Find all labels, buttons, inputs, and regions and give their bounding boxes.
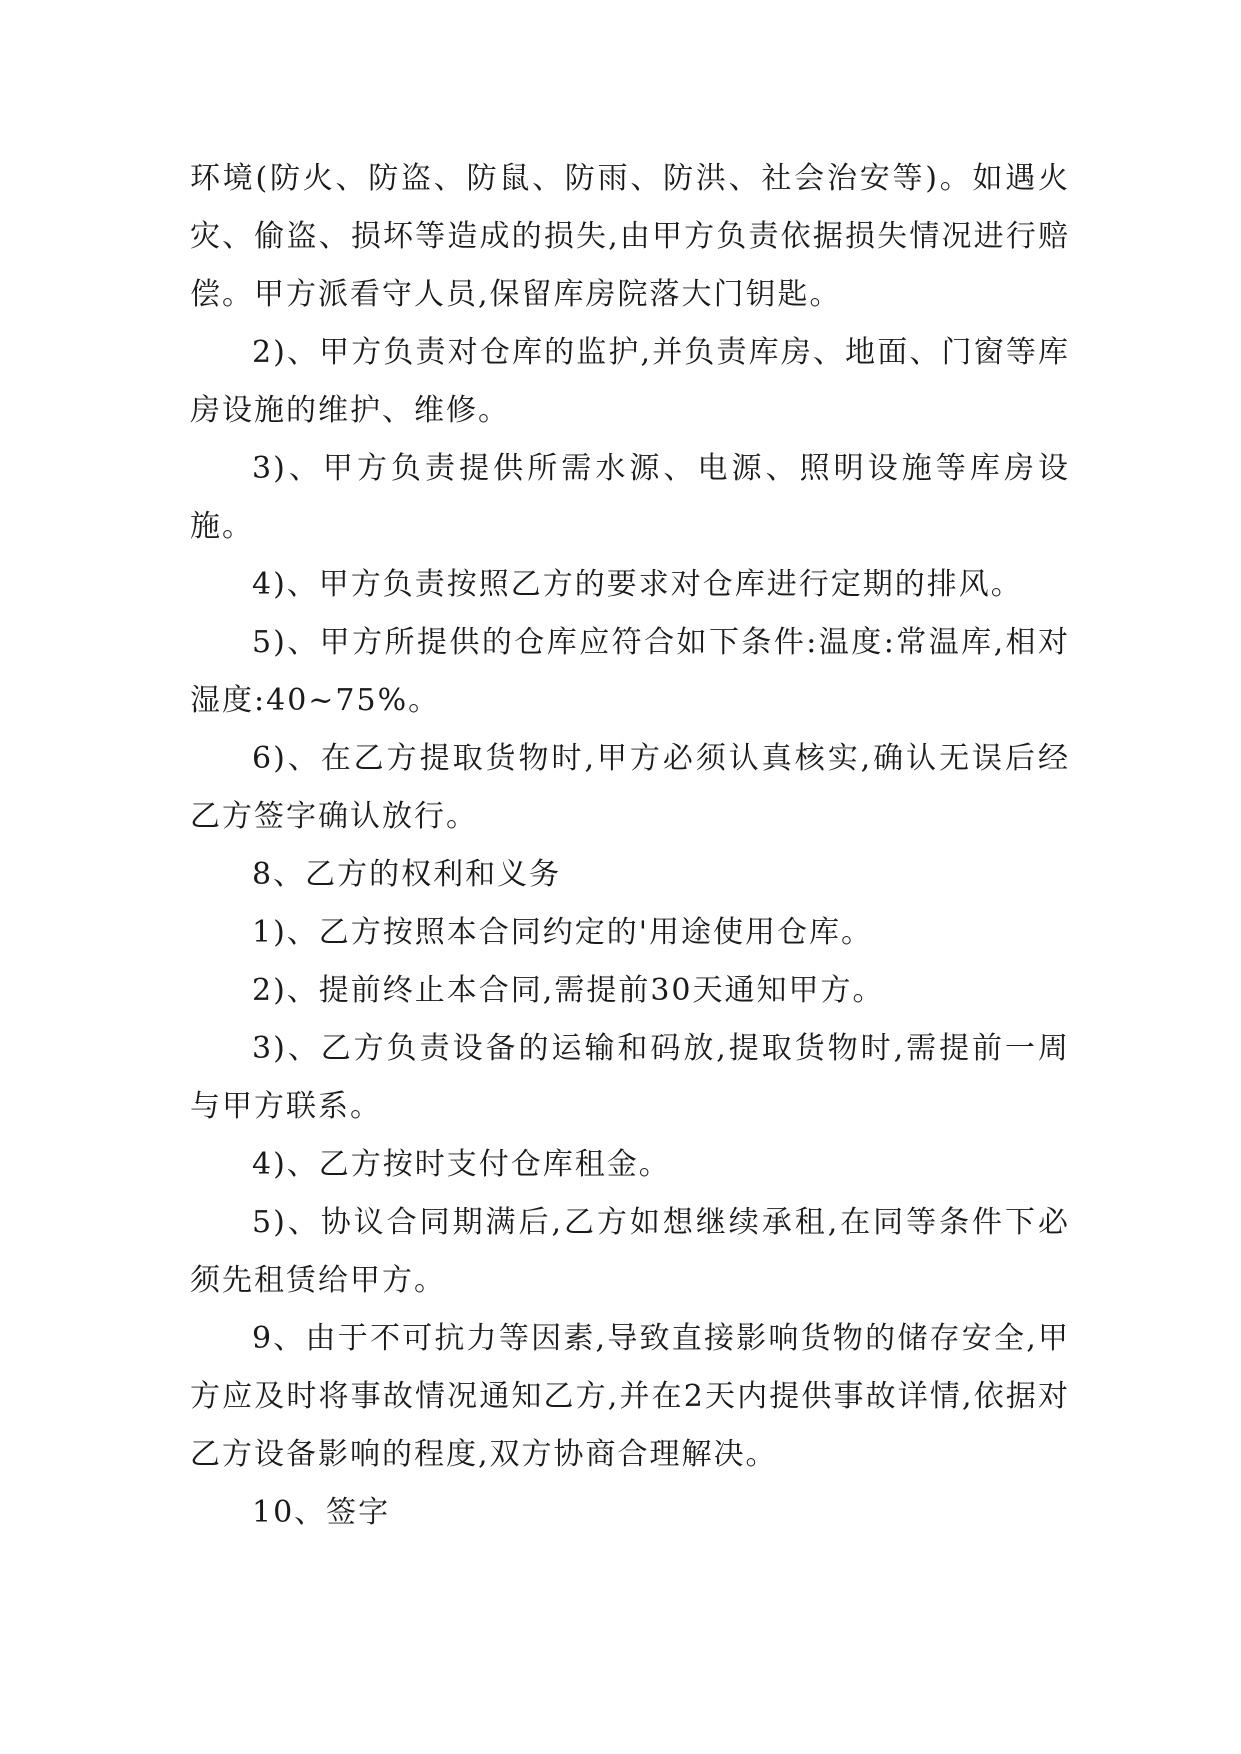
document-body <box>190 150 1070 1542</box>
paragraph-clause-6-pickup: 6)、在乙方提取货物时,甲方必须认真核实,确认无误后经乙方签字确认放行。 <box>190 741 1070 834</box>
paragraph-clause-2-monitoring: 2)、甲方负责对仓库的监护,并负责库房、地面、门窗等库房设施的维护、维修。 <box>190 335 1070 428</box>
paragraph-clause-3-utilities: 3)、甲方负责提供所需水源、电源、照明设施等库房设施。 <box>190 451 1070 544</box>
paragraph-b-clause-2-termination: 2)、提前终止本合同,需提前30天通知甲方。 <box>252 973 885 1008</box>
section-9-force-majeure: 9、由于不可抗力等因素,导致直接影响货物的储存安全,甲方应及时将事故情况通知乙方,并在2天内提供事故详情,依据对乙方设备影响的程度,双方协商合理解决。 <box>190 1321 1070 1472</box>
paragraph-b-clause-5-renewal: 5)、协议合同期满后,乙方如想继续承租,在同等条件下必须先租赁给甲方。 <box>190 1205 1070 1298</box>
paragraph-clause-5-conditions: 5)、甲方所提供的仓库应符合如下条件:温度:常温库,相对湿度:40~75%。 <box>190 625 1070 718</box>
paragraph-b-clause-3-transport: 3)、乙方负责设备的运输和码放,提取货物时,需提前一周与甲方联系。 <box>190 1031 1070 1124</box>
paragraph-continuation-environment: 环境(防火、防盗、防鼠、防雨、防洪、社会治安等)。如遇火灾、偷盗、损坏等造成的损失,由甲方负责依据损失情况进行赔偿。甲方派看守人员,保留库房院落大门钥匙。 <box>190 161 1070 312</box>
paragraph-clause-4-ventilation: 4)、甲方负责按照乙方的要求对仓库进行定期的排风。 <box>252 567 1023 602</box>
paragraph-b-clause-1-usage: 1)、乙方按照本合同约定的'用途使用仓库。 <box>252 915 874 950</box>
paragraph-b-clause-4-rent: 4)、乙方按时支付仓库租金。 <box>252 1147 671 1182</box>
section-heading-party-b-rights: 8、乙方的权利和义务 <box>252 857 562 892</box>
section-10-signature: 10、签字 <box>252 1495 391 1530</box>
